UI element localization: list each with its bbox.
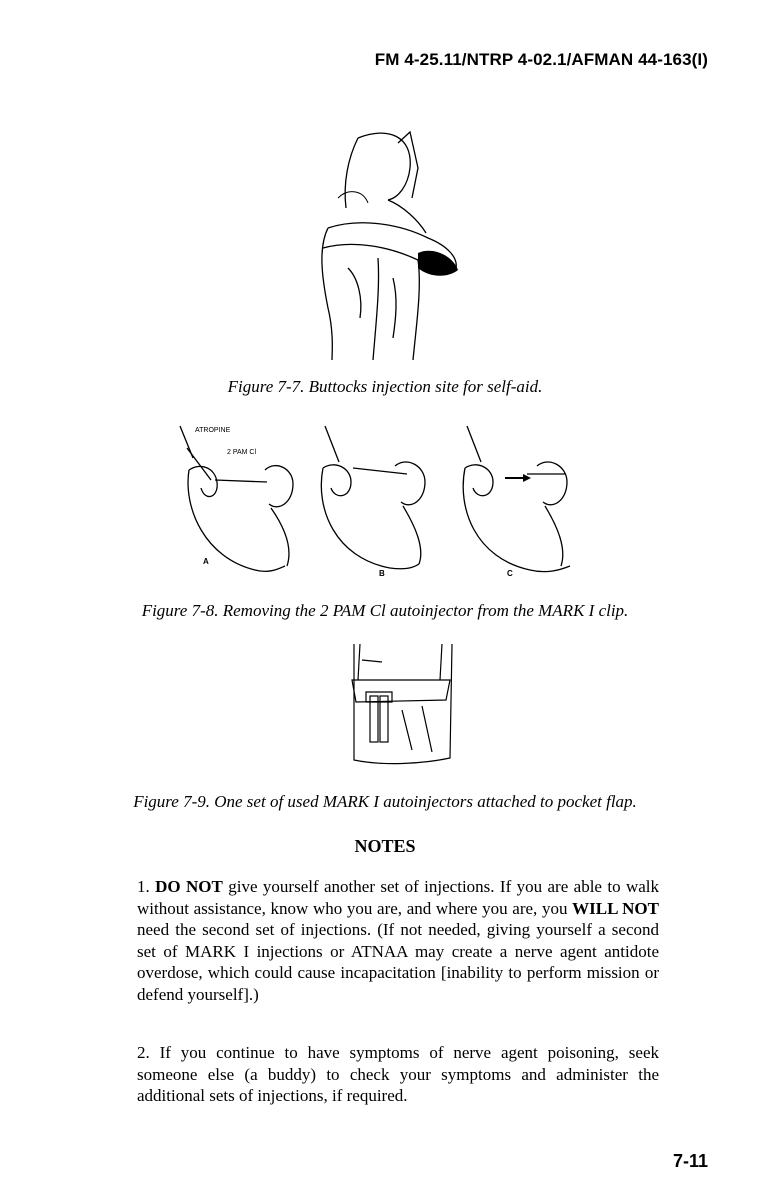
note-1-text-part2: need the second set of injections. (If not needed, giving yourself a second set of MARK I injections or ATNAA may create a nerve agent antidote overdose, which could cause incapacitation [inability to perform mission or defend yourself].) xyxy=(137,920,659,1004)
figure-7-9-illustration xyxy=(342,640,462,768)
figure-7-9-caption: Figure 7-9. One set of used MARK I autoinjectors attached to pocket flap. xyxy=(133,792,637,811)
label-2-pam-cl: 2 PAM Cl xyxy=(227,449,257,456)
label-panel-a: A xyxy=(203,557,209,566)
figure-7-7-caption: Figure 7-7. Buttocks injection site for self-aid. xyxy=(227,377,543,396)
notes-title: NOTES xyxy=(354,836,416,856)
figure-7-8-illustration xyxy=(175,418,585,586)
note-1 xyxy=(137,876,659,1005)
document-header: FM 4-25.11/NTRP 4-02.1/AFMAN 44-163(I) xyxy=(374,50,708,69)
note-1-emphasis-do-not: DO NOT xyxy=(155,877,223,896)
note-1-number: 1. xyxy=(137,877,150,896)
note-1-emphasis-will-not: WILL NOT xyxy=(572,898,659,918)
page-number: 7-11 xyxy=(672,1151,708,1171)
label-panel-b: B xyxy=(379,569,385,578)
figure-7-8-caption: Figure 7-8. Removing the 2 PAM Cl autoinjector from the MARK I clip. xyxy=(141,601,629,620)
label-atropine: ATROPINE xyxy=(195,427,231,434)
label-panel-c: C xyxy=(507,569,513,578)
note-2: 2. If you continue to have symptoms of nerve agent poisoning, seek someone else (a buddy) to check your symptoms and administer the additional sets of injections, if required. xyxy=(137,1043,659,1105)
note-1-text-part1: give yourself another set of injections. If you are able to walk without assistance, know who you are, and where you are, you xyxy=(137,877,659,918)
figure-7-7-illustration xyxy=(318,128,468,360)
